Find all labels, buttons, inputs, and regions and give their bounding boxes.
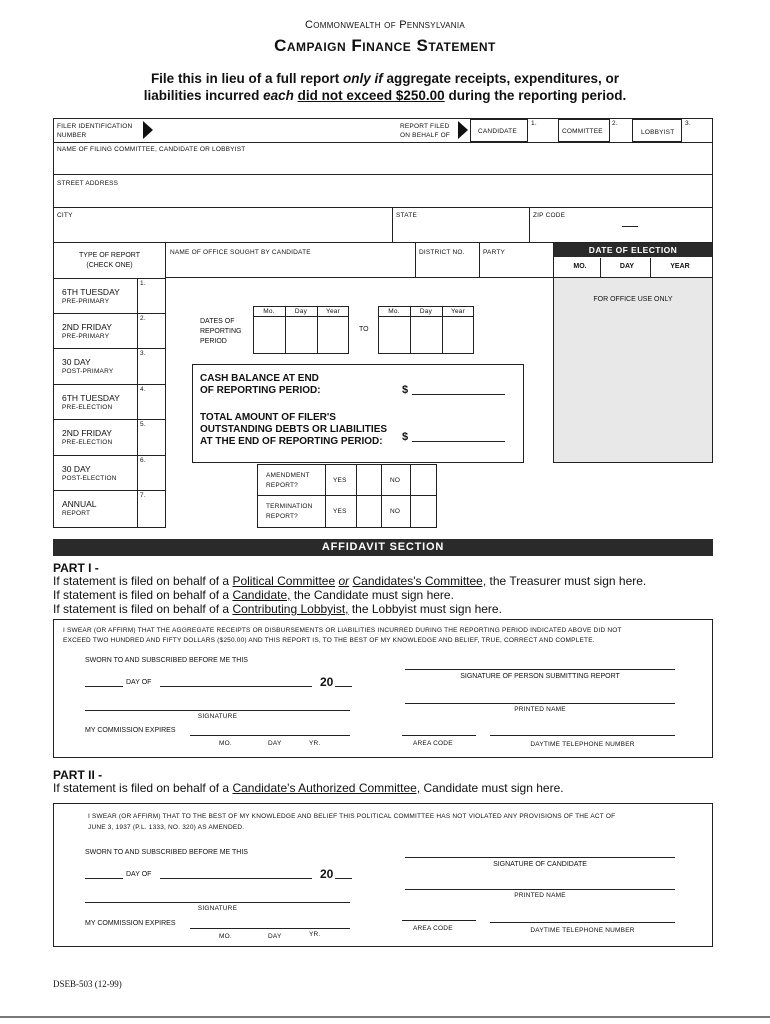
from-divider (285, 306, 286, 354)
report-type-label: 30 DAY (62, 464, 91, 474)
filer-id-label: FILER IDENTIFICATION NUMBER (57, 123, 133, 139)
report-type-sublabel: PRE-ELECTION (62, 404, 113, 411)
part2-commission-label: MY COMMISSION EXPIRES (85, 920, 176, 927)
termination-yes-checkbox[interactable] (356, 495, 382, 528)
debts-input[interactable] (412, 441, 505, 442)
office-use-label: FOR OFFICE USE ONLY (593, 296, 673, 303)
termination-no-checkbox[interactable] (410, 495, 437, 528)
part2-area-code-label: AREA CODE (413, 925, 453, 932)
part1-instructions: If statement is filed on behalf of a Political Committee or Candidates's Committee, the Treasurer must sign here. If statement is filed on behalf of a Candidate, the Candidate must sign here. If statement is filed on behalf of a Contributing Lobbyist, the Lobbyist must sign here. (53, 574, 647, 616)
part1-commission-input[interactable] (190, 735, 350, 736)
report-type-label: ANNUAL (62, 499, 97, 509)
part2-month-input[interactable] (160, 878, 312, 879)
part1-person-signature-input[interactable] (405, 669, 675, 670)
city-label: CITY (57, 212, 73, 219)
part1-day-of-label: DAY OF (126, 679, 152, 686)
election-year-label: YEAR (670, 263, 690, 270)
part2-yr-label: YR. (309, 931, 321, 938)
part1-phone-label: DAYTIME TELEPHONE NUMBER (530, 741, 635, 748)
to-divider (410, 306, 411, 354)
part1-year-input[interactable] (335, 686, 352, 687)
part1-printed-name-label: PRINTED NAME (514, 706, 566, 713)
zip-label: ZIP CODE (533, 212, 566, 219)
part2-oath-text: I SWEAR (OR AFFIRM) THAT TO THE BEST OF MY KNOWLEDGE AND BELIEF THIS POLITICAL COMMITTEE HAS NOT VIOLATED ANY PROVISIONS OF THE ACT OF JUNE 3, 1937 (P.L. 1333, NO. 320) AS AMENDED. (88, 813, 616, 831)
report-type-number: 5. (140, 421, 146, 428)
zip-dash (622, 226, 638, 227)
report-type-sublabel: PRE-PRIMARY (62, 333, 110, 340)
part1-printed-name-input[interactable] (405, 703, 675, 704)
part2-year-input[interactable] (335, 878, 352, 879)
part2-phone-input[interactable] (490, 922, 675, 923)
report-type-number: 1. (140, 280, 146, 287)
form-number: DSEB-503 (12-99) (53, 979, 122, 989)
report-type-number: 7. (140, 492, 146, 499)
form-title: Campaign Finance Statement (274, 36, 496, 55)
lobbyist-label: LOBBYIST (641, 129, 675, 136)
cash-balance-input[interactable] (412, 394, 505, 395)
election-divider (600, 258, 601, 278)
part1-area-code-label: AREA CODE (413, 740, 453, 747)
part2-area-code-input[interactable] (402, 920, 476, 921)
candidate-number: 1. (531, 120, 537, 127)
part2-heading: PART II - (53, 768, 103, 782)
part2-year-prefix: 20 (320, 867, 334, 881)
to-label: TO (359, 326, 369, 333)
arrow-right-icon (143, 121, 153, 139)
report-type-number: 4. (140, 386, 146, 393)
report-type-label: 30 DAY (62, 357, 91, 367)
district-field[interactable] (415, 242, 480, 278)
office-sought-label: NAME OF OFFICE SOUGHT BY CANDIDATE (170, 249, 311, 256)
city-field[interactable] (53, 207, 393, 243)
termination-no-label: NO (390, 508, 401, 515)
report-type-number: 3. (140, 350, 146, 357)
part2-notary-signature-input[interactable] (85, 902, 350, 903)
to-day-label: Day (419, 308, 433, 315)
election-day-label: DAY (619, 263, 635, 270)
office-sought-field[interactable] (165, 242, 416, 278)
report-type-number: 2. (140, 315, 146, 322)
part2-day-input[interactable] (85, 878, 123, 879)
part1-oath-text: I SWEAR (OR AFFIRM) THAT THE AGGREGATE RECEIPTS OR DISBURSEMENTS OR LIABILITIES INCURRED DURING THE REPORTING PERIOD INDICATED ABOVE DID NOT EXCEED TWO HUNDRED AND FIFTY DOLLARS ($250.00) AND THIS REPORT IS, TO THE BEST OF MY KNOWLEDGE AND BELIEF, TRUE, CORRECT AND COMPLETE. (63, 627, 622, 644)
commonwealth-heading: Commonwealth of Pennsylvania (304, 19, 466, 31)
termination-label: TERMINATION REPORT? (266, 503, 313, 520)
part2-mo-label: MO. (219, 933, 232, 940)
part2-candidate-signature-input[interactable] (405, 857, 675, 858)
party-label: PARTY (483, 249, 506, 256)
report-type-sublabel: PRE-PRIMARY (62, 298, 110, 305)
state-label: STATE (396, 212, 417, 219)
to-divider (442, 306, 443, 354)
party-field[interactable] (479, 242, 554, 278)
part2-phone-label: DAYTIME TELEPHONE NUMBER (530, 927, 635, 934)
committee-label: COMMITTEE (562, 128, 603, 135)
term-divider (325, 495, 326, 528)
report-filed-label: REPORT FILED ON BEHALF OF (400, 123, 451, 139)
report-type-subtitle: (CHECK ONE) (86, 262, 133, 269)
page-bottom-rule (0, 1016, 770, 1018)
debts-label: TOTAL AMOUNT OF FILER'S OUTSTANDING DEBTS OR LIABILITIES AT THE END OF REPORTING PERIOD: (200, 412, 388, 447)
election-mo-label: MO. (573, 263, 587, 270)
report-type-header (53, 242, 166, 279)
part1-sig-person-label: SIGNATURE OF PERSON SUBMITTING REPORT (460, 673, 620, 680)
filer-name-label: NAME OF FILING COMMITTEE, CANDIDATE OR LOBBYIST (57, 146, 246, 153)
from-year-label: Year (326, 308, 340, 315)
election-divider (650, 258, 651, 278)
street-address-label: STREET ADDRESS (57, 180, 119, 187)
part2-signature-label: SIGNATURE (197, 905, 238, 912)
part1-day-input[interactable] (85, 686, 123, 687)
part1-sworn-label: SWORN TO AND SUBSCRIBED BEFORE ME THIS (85, 657, 248, 664)
from-divider (317, 306, 318, 354)
part1-heading: PART I - (53, 561, 99, 575)
report-type-sublabel: POST-ELECTION (62, 475, 117, 482)
form-subtitle: File this in lieu of a full report only if aggregate receipts, expenditures, or liabilities incurred each did not exceed $250.00 during the reporting period. (143, 71, 627, 103)
part1-notary-signature-input[interactable] (85, 710, 350, 711)
part2-printed-name-label: PRINTED NAME (514, 892, 566, 899)
office-use-box (553, 277, 713, 463)
amend-divider (325, 464, 326, 496)
part1-commission-label: MY COMMISSION EXPIRES (85, 727, 176, 734)
from-mo-label: Mo. (263, 308, 275, 315)
part1-yr-label: YR. (309, 740, 321, 747)
affidavit-section-header: AFFIDAVIT SECTION (53, 539, 713, 556)
street-address-field[interactable] (53, 174, 713, 208)
part1-phone-input[interactable] (490, 735, 675, 736)
part1-signature-label: SIGNATURE (197, 713, 238, 720)
termination-yes-label: YES (333, 508, 347, 515)
part2-instructions: If statement is filed on behalf of a Candidate's Authorized Committee, Candidate must sign here. (53, 781, 564, 795)
dates-label: DATES OF REPORTING PERIOD (200, 318, 242, 345)
cash-dollar: $ (402, 384, 409, 396)
arrow-right-icon (458, 121, 468, 139)
part2-sworn-label: SWORN TO AND SUBSCRIBED BEFORE ME THIS (85, 849, 248, 856)
amendment-no-checkbox[interactable] (410, 464, 437, 496)
part2-printed-name-input[interactable] (405, 889, 675, 890)
lobbyist-number: 3. (685, 120, 691, 127)
report-type-label: 2ND FRIDAY (62, 428, 112, 438)
candidate-label: CANDIDATE (478, 128, 517, 135)
amendment-yes-label: YES (333, 477, 347, 484)
part1-month-input[interactable] (160, 686, 312, 687)
part2-day-of-label: DAY OF (126, 871, 152, 878)
amendment-label: AMENDMENT REPORT? (266, 472, 310, 489)
amendment-yes-checkbox[interactable] (356, 464, 382, 496)
part2-sig-candidate-label: SIGNATURE OF CANDIDATE (493, 861, 587, 868)
date-of-election-header: DATE OF ELECTION (554, 243, 712, 257)
part1-mo-label: MO. (219, 740, 232, 747)
report-type-label: 6TH TUESDAY (62, 287, 120, 297)
committee-number: 2. (612, 120, 618, 127)
from-day-label: Day (294, 308, 308, 315)
to-year-label: Year (451, 308, 465, 315)
district-label: DISTRICT NO. (419, 249, 465, 256)
report-type-sublabel: POST-PRIMARY (62, 368, 114, 375)
to-mo-label: Mo. (388, 308, 400, 315)
cash-balance-label: CASH BALANCE AT END OF REPORTING PERIOD: (200, 373, 321, 396)
part2-commission-input[interactable] (190, 928, 350, 929)
debts-dollar: $ (402, 431, 409, 443)
amendment-no-label: NO (390, 477, 401, 484)
report-type-sublabel: REPORT (62, 510, 91, 517)
part2-day-label: DAY (268, 933, 282, 940)
report-type-sublabel: PRE-ELECTION (62, 439, 113, 446)
report-type-label: 2ND FRIDAY (62, 322, 112, 332)
part1-area-code-input[interactable] (402, 735, 476, 736)
part1-year-prefix: 20 (320, 675, 334, 689)
report-type-number: 6. (140, 457, 146, 464)
report-type-label: 6TH TUESDAY (62, 393, 120, 403)
part1-day-label: DAY (268, 740, 282, 747)
report-type-title: TYPE OF REPORT (79, 252, 140, 259)
